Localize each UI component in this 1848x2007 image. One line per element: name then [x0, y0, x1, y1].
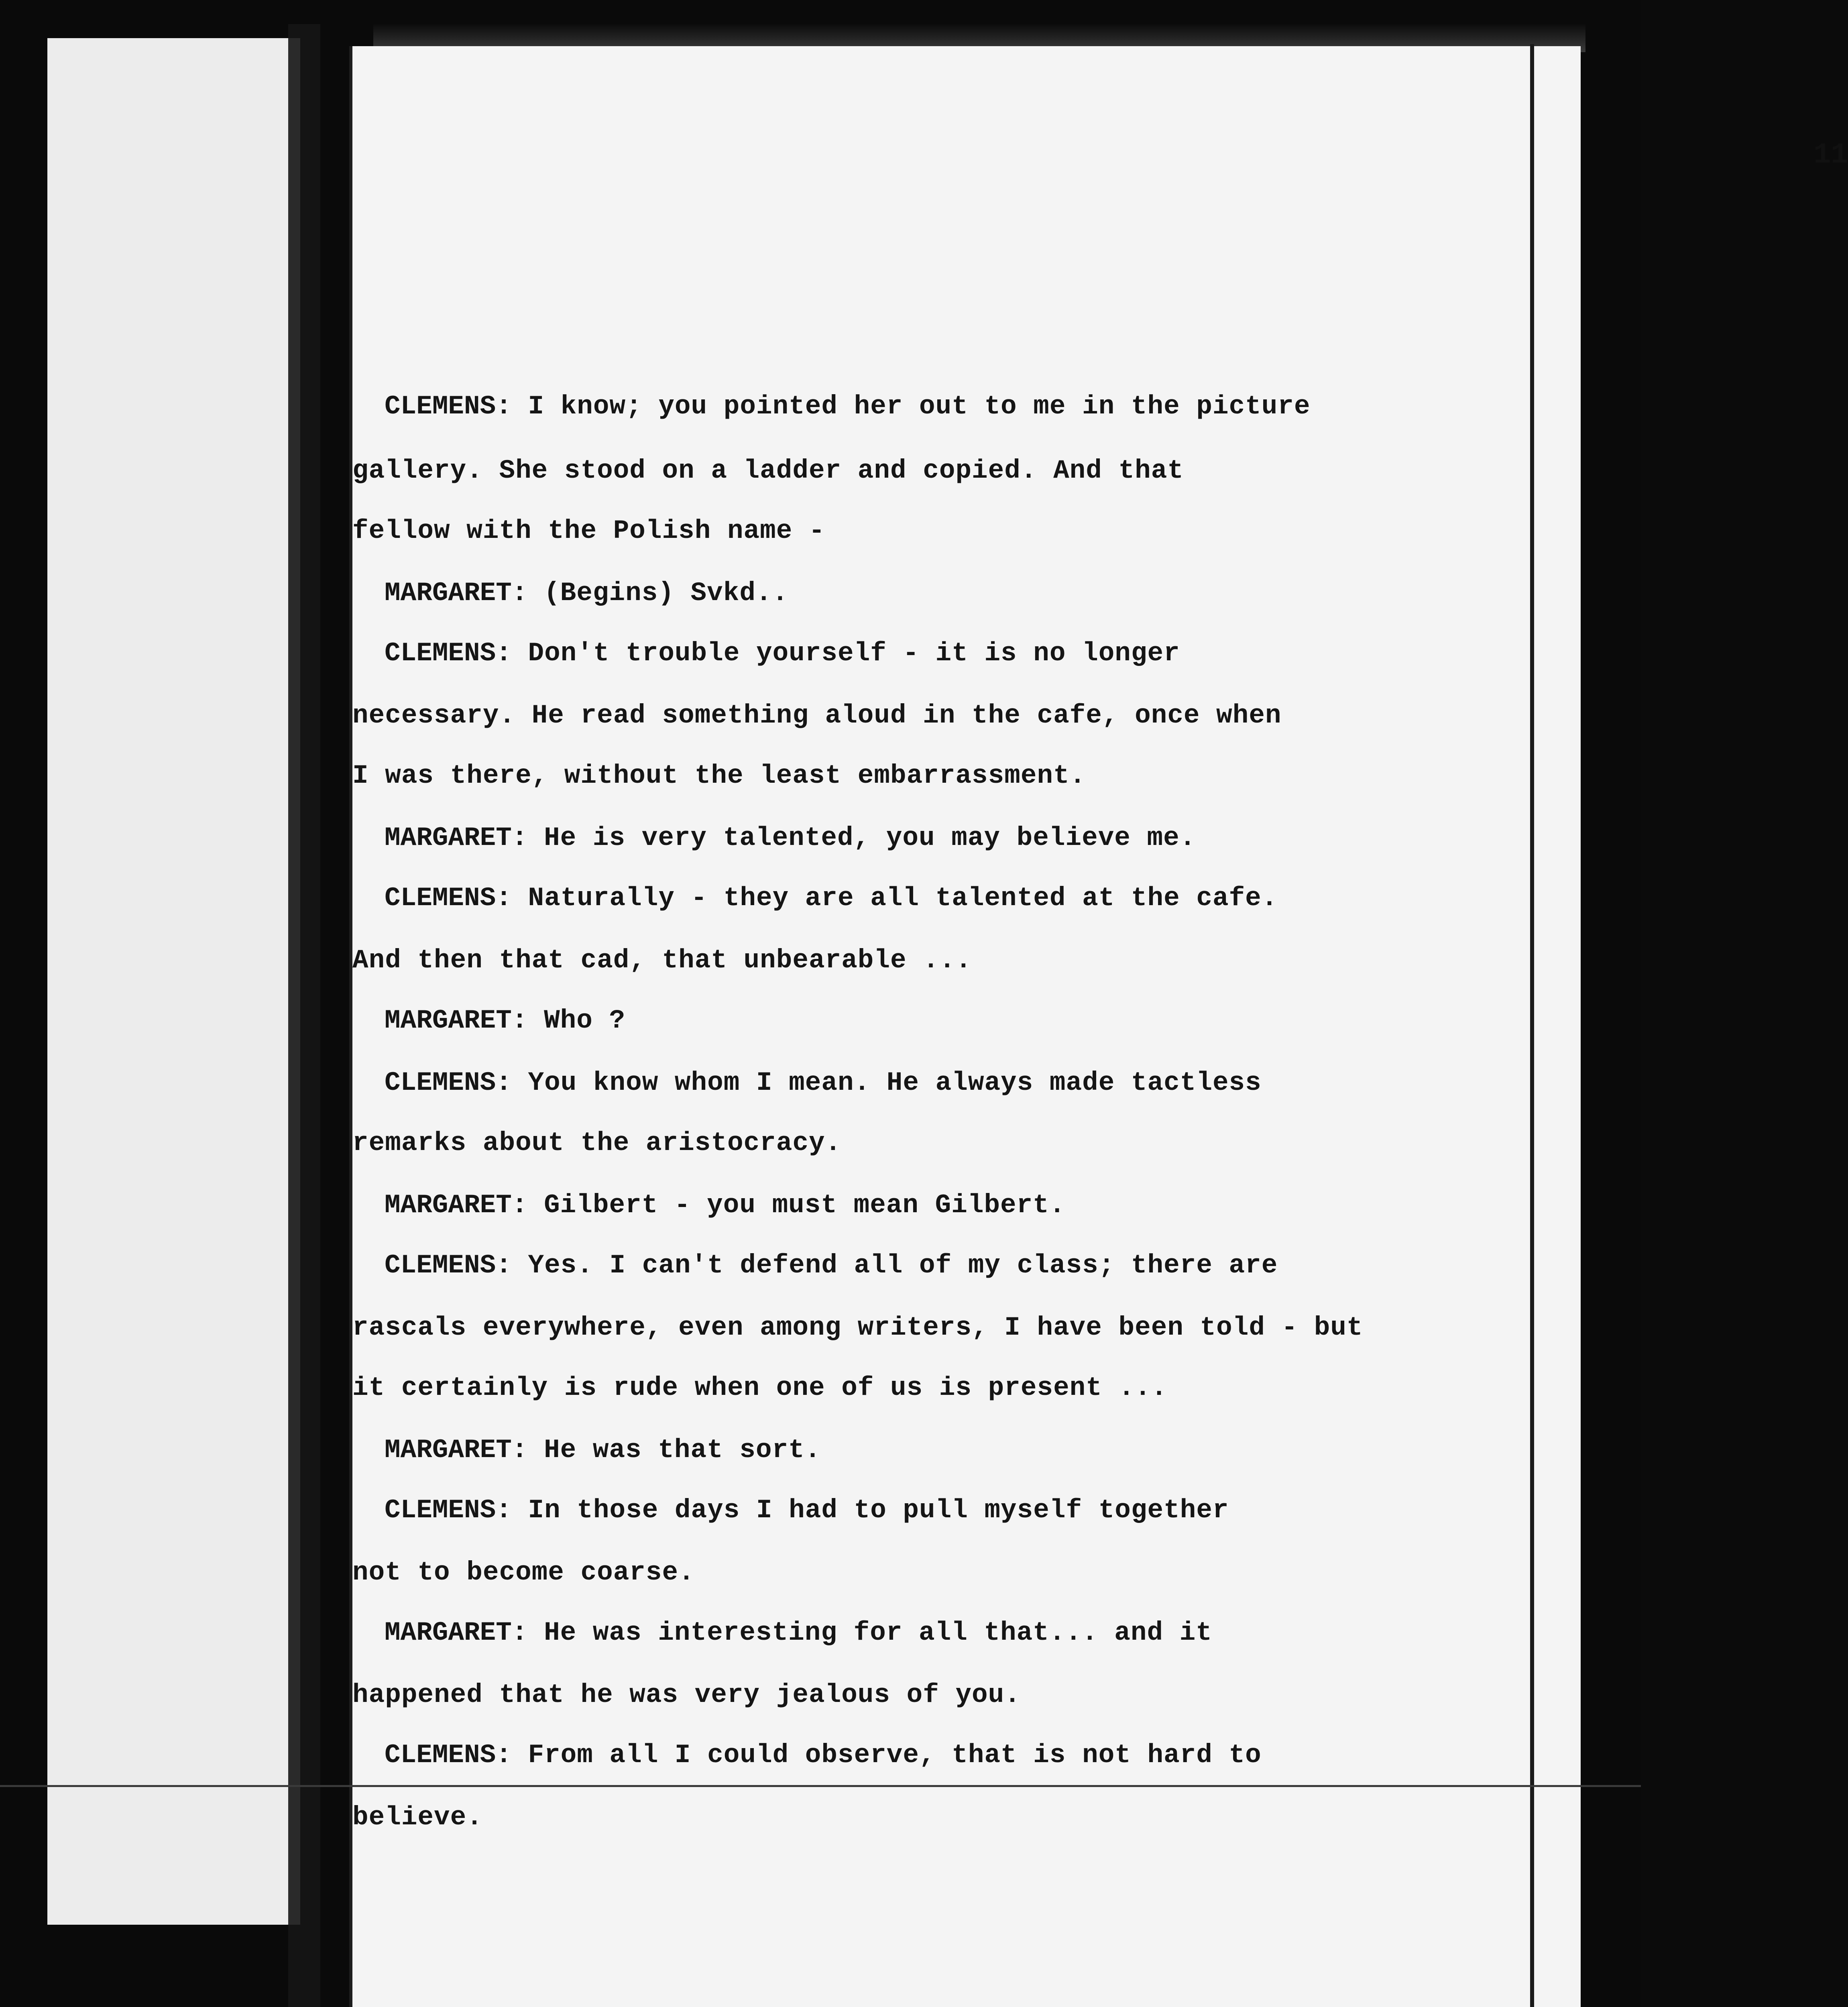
dialogue-text: fellow with the Polish name -	[352, 516, 825, 546]
dialogue-line-speaker	[385, 823, 1196, 853]
adjacent-page-edge	[47, 38, 300, 1925]
speaker-name: MARGARET:	[385, 1618, 528, 1648]
speaker-name: CLEMENS:	[385, 883, 512, 913]
speaker-name: MARGARET:	[385, 578, 528, 608]
dialogue-text: Naturally - they are all talented at the cafe.	[528, 883, 1278, 913]
dialogue-text: He is very talented, you may believe me.	[544, 823, 1196, 853]
dialogue-text: He was that sort.	[544, 1435, 821, 1465]
dialogue-text: gallery. She stood on a ladder and copied. And that	[352, 456, 1184, 486]
dialogue-line-continuation	[352, 1313, 1363, 1343]
dialogue-text: From all I could observe, that is not hard to	[528, 1740, 1262, 1770]
dialogue-text: In those days I had to pull myself together	[528, 1495, 1229, 1525]
dialogue-line-speaker	[385, 1740, 1262, 1770]
dialogue-text: And then that cad, that unbearable ...	[352, 945, 972, 975]
speaker-name: CLEMENS:	[385, 391, 512, 421]
dialogue-line-speaker	[385, 1006, 625, 1036]
dialogue-line-speaker	[385, 391, 1311, 421]
dialogue-line-speaker	[385, 1495, 1229, 1525]
dialogue-line-continuation	[352, 761, 1086, 791]
dialogue-line-continuation	[352, 1680, 1021, 1710]
speaker-name: MARGARET:	[385, 1435, 528, 1465]
dialogue-line-continuation	[352, 945, 972, 975]
dialogue-text: You know whom I mean. He always made tactless	[528, 1068, 1262, 1098]
speaker-name: MARGARET:	[385, 1190, 528, 1220]
dialogue-line-speaker	[385, 1435, 821, 1465]
dialogue-line-continuation	[352, 1557, 695, 1588]
dialogue-line-speaker	[385, 638, 1180, 668]
dialogue-text: He was interesting for all that... and it	[544, 1618, 1212, 1648]
dialogue-line-speaker	[385, 1068, 1262, 1098]
page-number: 11	[1813, 138, 1848, 171]
dialogue-line-speaker	[385, 1250, 1278, 1280]
dialogue-text: it certainly is rude when one of us is present ...	[352, 1373, 1168, 1403]
speaker-name: MARGARET:	[385, 1006, 528, 1036]
dialogue-text: rascals everywhere, even among writers, I have been told - but	[352, 1313, 1363, 1343]
dialogue-text: not to become coarse.	[352, 1557, 695, 1588]
dialogue-text: (Begins) Svkd..	[544, 578, 789, 608]
speaker-name: MARGARET:	[385, 823, 528, 853]
speaker-name: CLEMENS:	[385, 1068, 512, 1098]
dialogue-line-continuation	[352, 1128, 841, 1158]
dialogue-line-continuation	[352, 456, 1184, 486]
dialogue-text: I was there, without the least embarrassment.	[352, 761, 1086, 791]
dialogue-line-continuation	[352, 1802, 483, 1832]
dialogue-line-continuation	[352, 516, 825, 546]
dialogue-text: Yes. I can't defend all of my class; there are	[528, 1250, 1278, 1280]
speaker-name: CLEMENS:	[385, 1495, 512, 1525]
dialogue-line-continuation	[352, 1373, 1167, 1403]
dialogue-line-speaker	[385, 578, 788, 608]
typescript-page	[349, 46, 1848, 2007]
dialogue-line-speaker	[385, 1190, 1065, 1220]
page-right-edge	[1530, 44, 1534, 2007]
scan-line	[0, 1785, 1641, 1787]
dialogue-text: I know; you pointed her out to me in the picture	[528, 391, 1311, 421]
speaker-name: CLEMENS:	[385, 638, 512, 668]
dialogue-text: happened that he was very jealous of you.	[352, 1680, 1021, 1710]
dialogue-text: necessary. He read something aloud in the cafe, once when	[352, 700, 1282, 731]
dialogue-text: Who ?	[544, 1006, 626, 1036]
dialogue-text: believe.	[352, 1802, 483, 1832]
dialogue-line-continuation	[352, 700, 1282, 731]
speaker-name: CLEMENS:	[385, 1740, 512, 1770]
dialogue-line-speaker	[385, 883, 1278, 913]
dialogue-text: remarks about the aristocracy.	[352, 1128, 842, 1158]
dialogue-line-speaker	[385, 1618, 1212, 1648]
dialogue-text: Gilbert - you must mean Gilbert.	[544, 1190, 1066, 1220]
dialogue-text: Don't trouble yourself - it is no longer	[528, 638, 1180, 668]
speaker-name: CLEMENS:	[385, 1250, 512, 1280]
